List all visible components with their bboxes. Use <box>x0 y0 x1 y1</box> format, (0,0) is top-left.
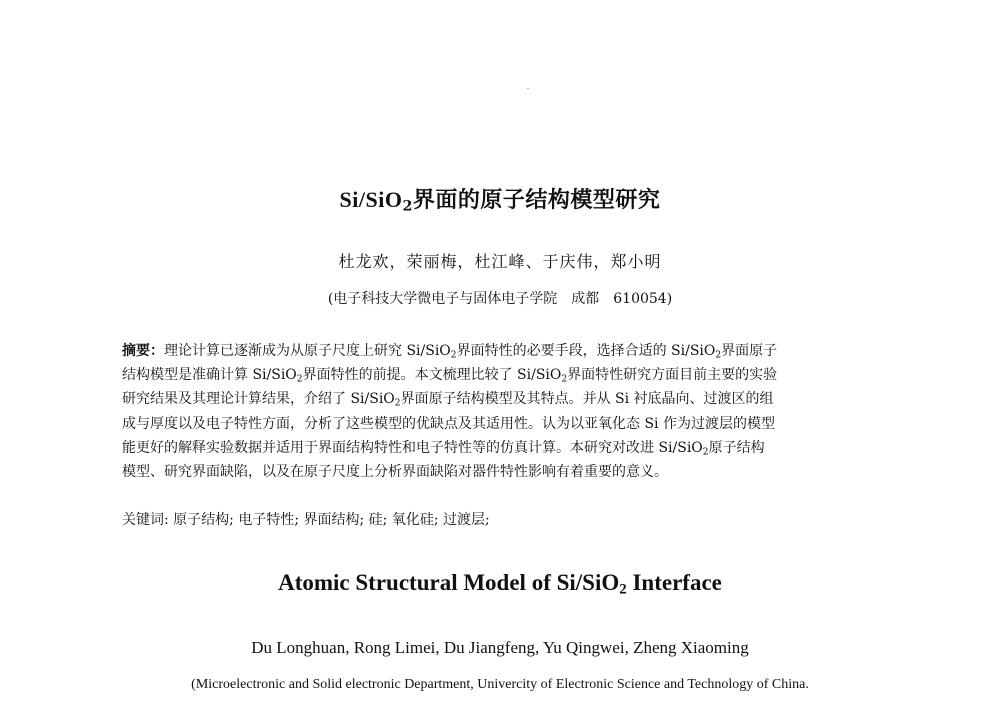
subscript: 2 <box>702 447 709 458</box>
abstract-text: 能更好的解释实验数据并适用于界面结构特性和电子特性等的仿真计算。本研究对改进 Si/SiO <box>122 439 703 456</box>
abstract-text: 界面原子结构模型及其特点。并从 Si 衬底晶向、过渡区的组 <box>400 391 774 408</box>
subscript: 2 <box>715 350 722 361</box>
abstract-text: 界面特性的必要手段，选择合适的 Si/SiO <box>456 343 716 359</box>
abstract-text: 模型、研究界面缺陷，以及在原子尺度上分析界面缺陷对器件特性影响有着重要的意义。 <box>122 464 668 481</box>
authors-chinese: 杜龙欢，荣丽梅，杜江峰、于庆伟，郑小明 <box>338 252 662 271</box>
title-english <box>0 570 1000 596</box>
abstract-label: 摘要： <box>122 343 164 359</box>
abstract-line <box>122 387 882 411</box>
abstract-line <box>122 460 882 484</box>
abstract-chinese <box>122 339 882 484</box>
subscript: 2 <box>296 374 303 385</box>
affiliation-english: (Microelectronic and Solid electronic Department, Univercity of Electronic Science and Technology of China. <box>191 677 809 692</box>
title-chinese <box>0 183 1000 214</box>
scan-speck <box>527 88 529 89</box>
title-english-pre: Atomic Structural Model of Si/SiO <box>278 570 620 595</box>
abstract-text: 成与厚度以及电子特性方面，分析了这些模型的优缺点及其适用性。认为以亚氧化态 Si 作为过渡层的模型 <box>122 415 775 432</box>
abstract-text: 结构模型是准确计算 Si/SiO <box>122 367 297 384</box>
subscript: 2 <box>450 350 457 361</box>
abstract-text: 界面特性研究方面目前主要的实验 <box>567 367 778 384</box>
abstract-text: 界面特性的前提。本文梳理比较了 Si/SiO <box>302 367 562 384</box>
authors-english: Du Longhuan, Rong Limei, Du Jiangfeng, Yu Qingwei, Zheng Xiaoming <box>251 638 749 657</box>
title-english-subscript: 2 <box>619 581 627 598</box>
title-chinese-text: 界面的原子结构模型研究 <box>412 187 661 213</box>
abstract-text: 界面原子 <box>721 343 778 359</box>
abstract-line <box>122 412 882 436</box>
title-formula-subscript: 2 <box>402 198 413 215</box>
abstract-text: 理论计算已逐渐成为从原子尺度上研究 Si/SiO <box>164 343 451 359</box>
subscript: 2 <box>561 374 568 385</box>
abstract-text: 研究结果及其理论计算结果，介绍了 Si/SiO <box>122 391 395 408</box>
affiliation-chinese: (电子科技大学微电子与固体电子学院 成都 610054) <box>327 291 673 307</box>
abstract-line <box>122 436 882 460</box>
subscript: 2 <box>394 398 401 409</box>
abstract-line <box>122 339 882 363</box>
abstract-text: 原子结构 <box>708 439 765 456</box>
title-english-post: Interface <box>626 570 722 595</box>
keywords-chinese: 关键词: 原子结构; 电子特性; 界面结构; 硅; 氧化硅; 过渡层; <box>122 512 490 528</box>
abstract-line <box>122 363 882 387</box>
title-formula: Si/SiO <box>339 187 403 212</box>
